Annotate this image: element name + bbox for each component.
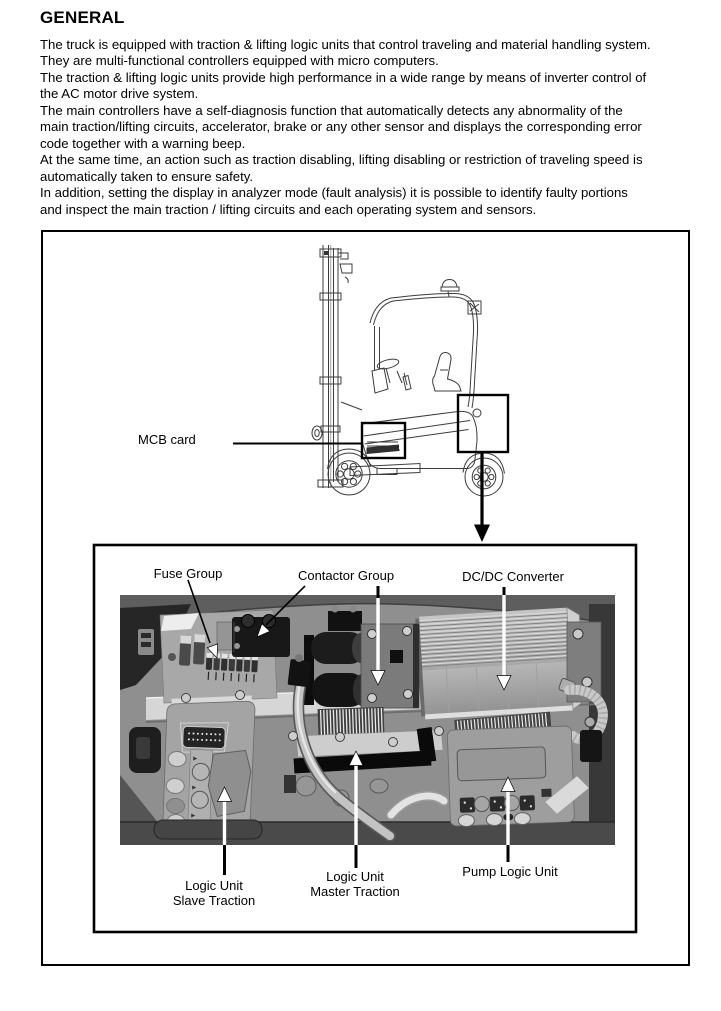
- fuse-group-label: Fuse Group: [153, 566, 223, 581]
- detail-highlight-rect: [458, 395, 508, 452]
- mcb-card-label: MCB card: [138, 432, 196, 447]
- pump-logic-label: Pump Logic Unit: [462, 864, 558, 879]
- intro-line: the AC motor drive system.: [40, 86, 199, 102]
- down-arrow-head: [474, 525, 490, 543]
- contactor-group-label: Contactor Group: [297, 568, 395, 583]
- page-title: GENERAL: [40, 8, 125, 27]
- intro-paragraphs: [40, 37, 708, 218]
- dcdc-converter-body: [415, 607, 585, 720]
- figure-frame: [41, 230, 690, 966]
- intro-line: At the same time, an action such as traction disabling, lifting disabling or restriction of traveling speed is: [40, 152, 643, 168]
- slave-traction-label: Logic Unit Slave Traction: [172, 878, 256, 908]
- master-traction-label: Logic Unit Master Traction: [310, 869, 400, 899]
- intro-line: The truck is equipped with traction & lifting logic units that control traveling and material handling system.: [40, 37, 651, 52]
- dcdc-converter-label: DC/DC Converter: [462, 569, 564, 584]
- intro-line: In addition, setting the display in analyzer mode (fault analysis) it is possible to identify faulty portions: [40, 185, 628, 201]
- figure-graphics: [43, 232, 688, 964]
- intro-line: code together with a warning beep.: [40, 135, 246, 151]
- intro-line: The main controllers have a self-diagnosis function that automatically detects any abnormality of the: [40, 102, 623, 118]
- intro-line: main traction/lifting circuits, accelerator, brake or any other sensor and displays the corresponding error: [40, 119, 642, 135]
- forklift-drawing: [312, 245, 505, 496]
- intro-line: The traction & lifting logic units provide high performance in a wide range by means of inverter control of: [40, 69, 647, 85]
- intro-line: They are multi-functional controllers equipped with micro computers.: [40, 53, 439, 69]
- intro-line: automatically taken to ensure safety.: [40, 168, 254, 184]
- controller-photo: [120, 595, 615, 845]
- slave-logic-unit: [163, 693, 256, 832]
- intro-line: and inspect the main traction / lifting circuits and each operating system and sensors.: [40, 201, 537, 217]
